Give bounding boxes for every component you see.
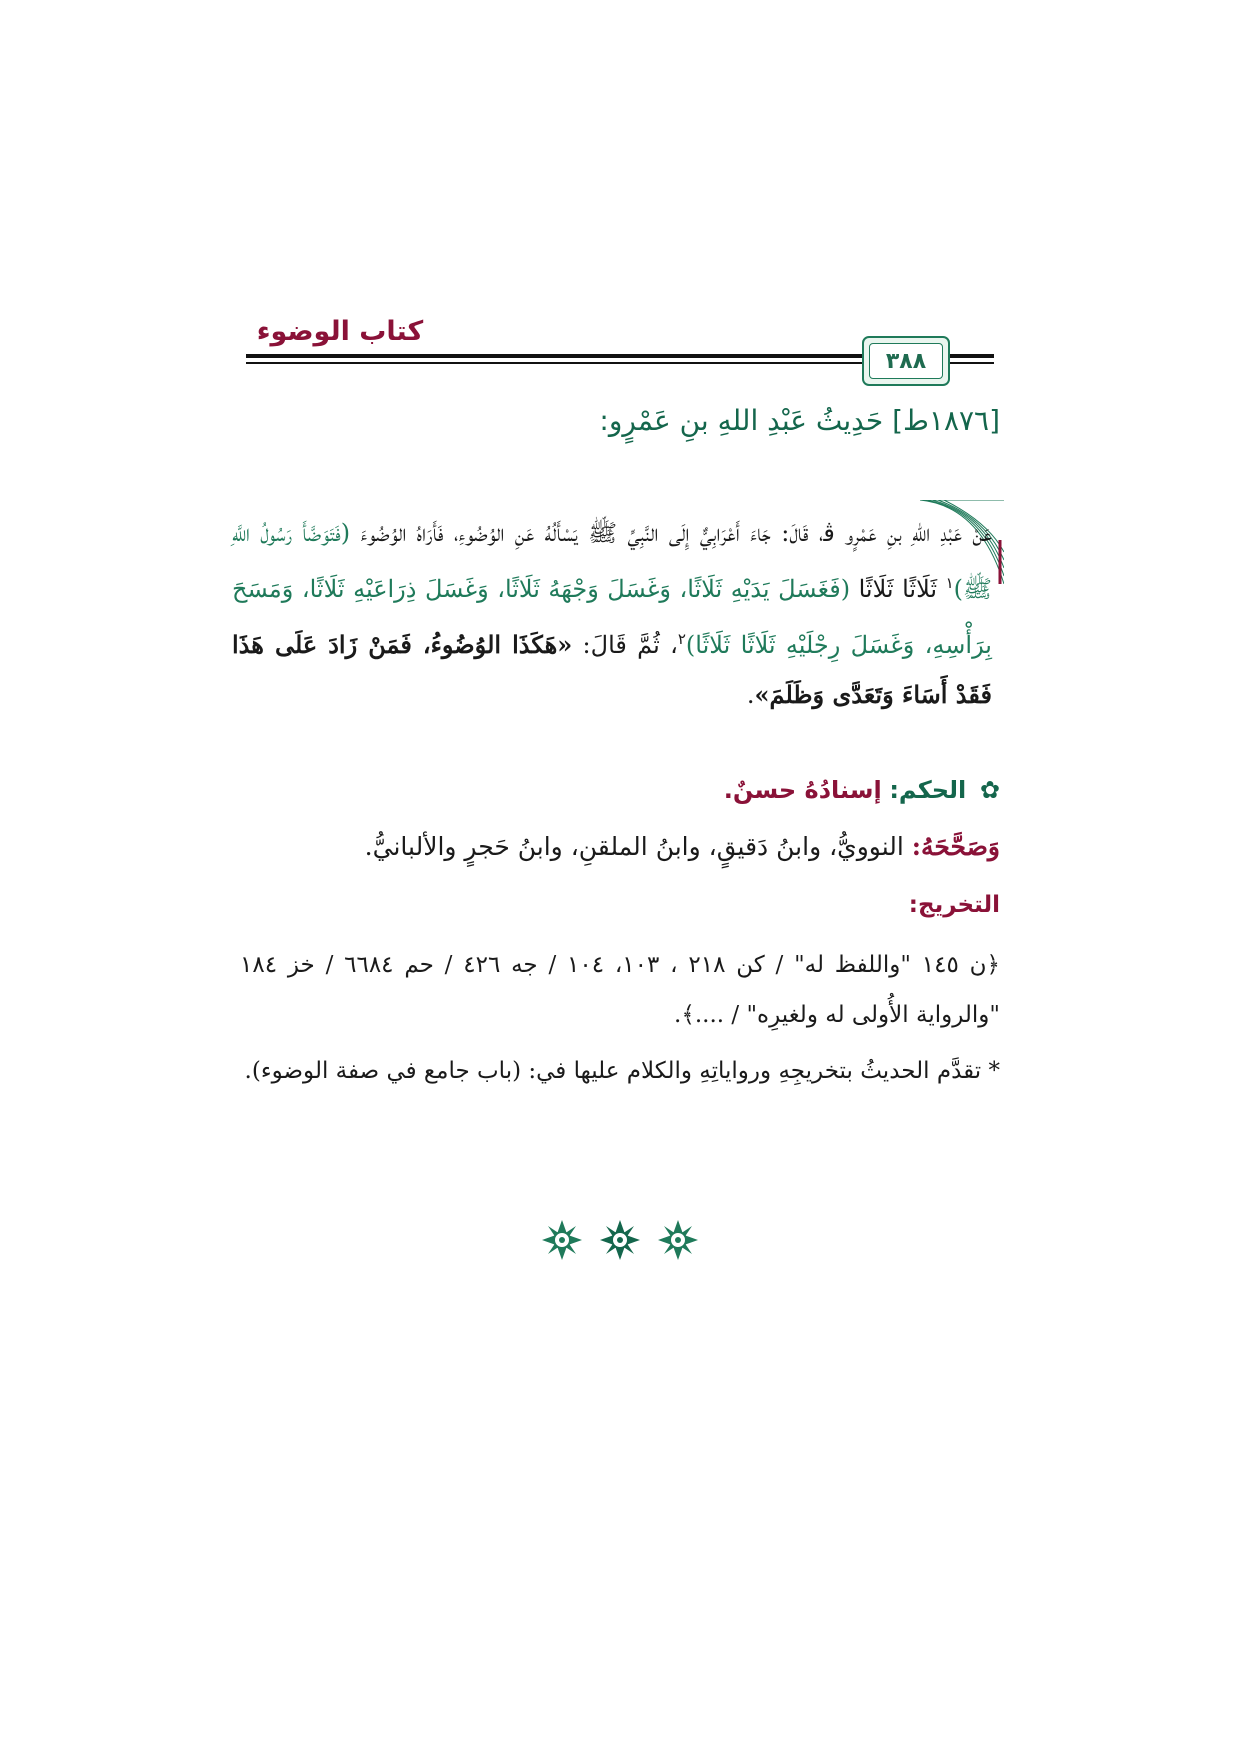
header-rule <box>246 354 862 358</box>
hadith-text-3: ، ثُمَّ قَالَ: <box>572 631 678 659</box>
book-title: كتاب الوضوء <box>256 316 424 347</box>
hadith-end: . <box>746 681 755 709</box>
hadith-title: حَدِيثُ عَبْدِ اللهِ بنِ عَمْرٍو: <box>599 404 884 437</box>
header-rule-thin <box>246 362 862 364</box>
header-rule-right-thin <box>950 362 994 364</box>
hadith-saying: «هَكَذَا الوُضُوءُ، فَمَنْ زَادَ عَلَى هَذَا فَقَدْ أَسَاءَ وَتَعَدَّى وَظَلَمَ» <box>232 630 992 709</box>
authenticated-label: وَصَحَّحَهُ: <box>911 832 1000 861</box>
takhrij-label: التخريج: <box>908 892 1000 918</box>
flower-ornament-icon <box>540 1218 584 1262</box>
authenticated-value: النوويُّ، وابنُ دَقيقٍ، وابنُ الملقنِ، وابنُ حَجرٍ والألبانيُّ. <box>364 832 912 861</box>
hadith-body <box>232 508 992 720</box>
hadith-text-2: ثَلَاثًا ثَلَاثًا <box>850 575 946 603</box>
flower-ornament-icon <box>598 1218 642 1262</box>
hadith-number: [١٨٧٦ط] <box>892 404 1000 437</box>
hadith-heading <box>240 404 1000 437</box>
flower-ornament-icon <box>656 1218 700 1262</box>
footnote-marker-2[interactable]: ٢ <box>677 630 686 648</box>
header-rule-right <box>950 354 994 358</box>
page-number: ٣٨٨ <box>869 343 943 379</box>
ruling-label: الحكم: <box>889 776 967 804</box>
page-number-badge <box>862 336 950 386</box>
section-end-ornaments <box>520 1218 720 1262</box>
note-text: * تقدَّم الحديثُ بتخريجِهِ ورواياتِهِ والكلام عليها في: (باب جامع في صفة الوضوء). <box>244 1058 1000 1084</box>
hadith-variant-2: (فَغَسَلَ يَدَيْهِ ثَلَاثًا، وَغَسَلَ وَجْهَهُ ثَلَاثًا، وَغَسَلَ ذِرَاعَيْهِ ثَلَاثًا، وَمَسَحَ بِرَأْسِهِ، وَغَسَلَ رِجْلَيْهِ ثَلَاثًا ثَلَاثًا) <box>232 575 992 659</box>
ruling-value: إسنادُهُ حسنٌ. <box>723 776 882 804</box>
ruling <box>240 776 1000 804</box>
hadith-text: عَنْ عَبْدِ اللهِ بنِ عَمْرٍو ﭬ، قَالَ: جَاءَ أَعْرَابِيٌّ إِلَى النَّبِيِّ ﷺ يَسْأَلُهُ عَنِ الوُضُوءِ، فَأَرَاهُ الوُضُوءَ <box>350 519 992 547</box>
hadith-variant-1: (فَتَوَضَّأَ رَسُولُ اللَّهِ ﷺ) <box>232 519 993 603</box>
takhrij-text: ﴿ن ١٤٥ "واللفظ له" / كن ٢١٨ ، ١٠٣، ١٠٤ / جه ٤٢٦ / حم ٦٦٨٤ / خز ١٨٤ "والرواية الأُولى له ولغيرِه" / ....﴾. <box>240 952 1000 1028</box>
authenticated-by <box>240 832 1000 861</box>
footnote-marker-1[interactable]: ١ <box>945 574 954 592</box>
rosette-icon: ✿ <box>979 776 1000 804</box>
